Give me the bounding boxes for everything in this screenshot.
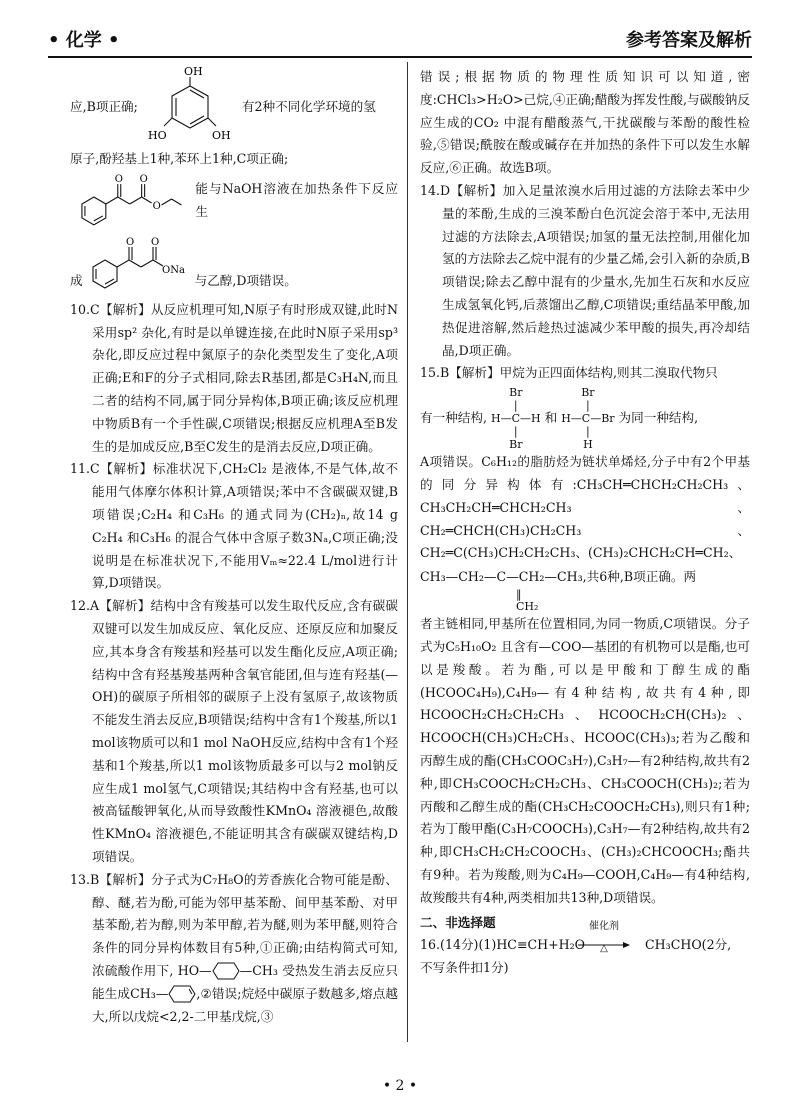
section-nonchoice: 二、非选择题 <box>420 914 496 930</box>
ho-group: HO— <box>177 962 212 978</box>
page-number: • 2 • <box>382 1078 418 1094</box>
hcbr-bond: H—C—Br <box>561 411 615 425</box>
section-title: 参考答案及解析 <box>626 30 752 51</box>
page-header <box>48 22 752 58</box>
catalyst-label: 催化剂 <box>589 921 620 933</box>
branched-hexene <box>420 565 750 613</box>
answer-15-text-d: A项错误。C₆H₁₂的脂肪烃为链状单烯烃,分子中有2个甲基的同分异构体有:CH₃CH═CHCH₂CH₂CH₃、CH₃CH₂CH═CHCH₂CH₃、CH₂═CHCH(CH₃)CH₂CH₃、CH₂═C(CH₃)CH₂CH₂CH₃、(CH₃)₂CHCH₂CH═CH₂、 <box>420 454 750 561</box>
ester-structure <box>70 172 189 230</box>
h-bottom-2: H <box>583 437 593 451</box>
answer-15-intro: 15.B【解析】甲烷为正四面体结构,则其二溴取代物只 <box>420 365 718 381</box>
ester-o1: O <box>114 173 123 185</box>
q9-ester-row <box>70 171 398 231</box>
cyclohexene-ring <box>168 985 196 1003</box>
answer-13-text-c: ,②错误;烷烃中碳原子数越多,熔点越大,所以戊烷<2,2-二甲基戊烷,③ <box>92 985 398 1024</box>
oh-left-label: HO <box>147 129 167 142</box>
q9-text-a: 应,B项正确; <box>70 98 138 114</box>
subject-label: • 化学 • <box>48 30 120 51</box>
br-top-2: Br <box>581 385 595 399</box>
br-bottom-1: Br <box>509 437 523 451</box>
q9-text-c: 原子,酚羟基上1种,苯环上1种,C项正确; <box>70 151 289 166</box>
sodium-salt-structure <box>89 233 189 293</box>
answer-15-text-f: 者主链相同,甲基所在位置相同,为同一物质,C项错误。分子式为C₅H₁₀O₂ 且含有—COO—基团的有机物可以是酯,也可以是羧酸。若为酯,可以是甲酸和丁醇生成的酯(HCOOC₄H₉),C₄H₉—有4种结构,故共有4种,即HCOOCH₂CH₂CH₂CH₃、HCOOCH₂CH(CH₃)₂、HCOOCH(CH₃)CH₂CH₃、HCOOC(CH₃)₃;若为乙酸和丙醇生成的酯(CH₃COOC₃H₇),C₃H₇—有2种结构,故共有2种,即CH₃COOCH₂CH₂CH₃、CH₃COOCH(CH₃)₂;若为丙酸和乙醇生成的酯(CH₃CH₂COOCH₂CH₃),则只有1种;若为丁酸甲酯(C₃H₇COOCH₃),C₃H₇—有2种结构,故共有2种,即CH₃CH₂CH₂COOCH₃、(CH₃)₂CHCOOCH₃;酯共有9种。若为羧酸,则为C₄H₉—COOH,C₄H₉—有4种结构,故羧酸共有4种,两类相加共13种,D项错误。 <box>420 616 750 905</box>
dibromomethane-structure-1: Br | H—C—H | Br <box>490 385 541 451</box>
ester-o3: O <box>152 200 161 212</box>
column-divider <box>407 62 408 1042</box>
answer-16-reactants: 16.(14分)(1)HC≡CH+H₂O <box>420 937 586 953</box>
oh-right-label: OH <box>211 129 231 142</box>
hch-bond: H—C—H <box>490 411 541 425</box>
left-column <box>70 66 398 1028</box>
answer-15-text-e: CH₃—CH₂—C—CH₂—CH₃,共6种,B项正确。两 <box>420 569 697 585</box>
answer-13-text-a: 13.B【解析】分子式为C₇H₈O的芳香族化合物可能是酚、醇、醚,若为酚,可能为邻甲基苯酚、间甲基苯酚、对甲基苯酚,若为醇,则为苯甲醇,若为醚,则为苯甲醚,则符合条件的同分异构体数目有5种,①正确;由结构简式可知,浓硫酸作用下, <box>70 871 398 978</box>
answer-16-product: CH₃CHO(2分, <box>645 937 732 953</box>
q9-text-b: 有2种不同化学环境的氢 <box>241 98 376 114</box>
double-bond-mark: ‖ <box>516 588 522 602</box>
and-symbol: 和 <box>544 409 558 425</box>
salt-o2: O <box>150 236 159 248</box>
salt-o1: O <box>125 236 134 248</box>
answer-14: 14.D【解析】加入足量浓溴水后用过滤的方法除去苯中少量的苯酚,生成的三溴苯酚白色沉淀会溶于苯中,无法用过滤的方法除去,A项错误;加氢的量无法控制,用催化加氢的方法除去乙烷中混有的少量乙烯,会引入新的杂质,B项错误;除去乙醇中混有的少量水,先加生石灰和水反应生成氢氧化钙,后蒸馏出乙醇,C项错误;重结晶苯甲酸,加热促进溶解,然后趁热过滤减少苯甲酸的损失,再冷却结晶,D项正确。 <box>420 182 750 358</box>
ch2-label: CH₂ <box>516 600 539 614</box>
right-column <box>420 66 750 980</box>
br-top-1: Br <box>509 385 523 399</box>
q9-phloroglucinol-row <box>70 66 398 148</box>
answer-12: 12.A【解析】结构中含有羧基可以发生取代反应,含有碳碳双键可以发生加成反应、氧化反应、还原反应和加聚反应,其本身含有羧基和羟基可以发生酯化反应,A项正确;结构中含有羟基羧基两种含氧官能团,但与连有羟基(—OH)的碳原子所相邻的碳原子上没有氢原子,故该物质不能发生消去反应,B项错误;结构中含有1个羧基,所以1 mol该物质可以和1 mol NaOH反应,结构中含有1个羟基和1个羧基,所以1 mol该物质最多可以与2 mol钠反应生成1 mol氢气,C项错误;其结构中含有羟基,也可以被高锰酸钾氧化,从而导致酸性KMnO₄ 溶液褪色,故酸性KMnO₄ 溶液褪色,不能证明其含有碳碳双键结构,D项错误。 <box>70 598 398 864</box>
dibromomethane-structure-2: Br | H—C—Br | H <box>561 385 615 451</box>
ch3-group: —CH₃ <box>239 962 278 978</box>
q9-salt-row <box>70 231 398 293</box>
heat-label: △ <box>600 943 608 955</box>
q9-text-e: 成 <box>70 273 83 288</box>
ester-o2: O <box>139 173 148 185</box>
phloroglucinol-structure <box>144 66 236 148</box>
answer-13-text-b: 受热发生消去反应只能生成CH₃— <box>92 962 398 1001</box>
answer-10: 10.C【解析】从反应机理可知,N原子有时形成双键,此时N采用sp² 杂化,有时是以单键连接,在此时N原子采用sp³ 杂化,即反应过程中氮原子的杂化类型发生了变化,A项正确;E和F的分子式相同,除去R基团,都是C₃H₄N,而且二者的结构不同,属于同分异构体,B项正确;该反应机理中物质B有一个手性碳,C项错误;根据反应机理A至B发生的是加成反应,B至C发生的是消去反应,D项正确。 <box>70 301 398 454</box>
methylcyclohexanol-formula <box>178 963 282 978</box>
dibromomethane-row <box>420 385 750 451</box>
answer-11: 11.C【解析】标准状况下,CH₂Cl₂ 是液体,不是气体,故不能用气体摩尔体积计算,A项错误;苯中不含碳碳双键,B项错误;C₂H₄ 和C₃H₆ 的通式同为(CH₂)ₙ,故14 g C₂H₄ 和C₃H₆ 的混合气体中含原子数3Nₐ,C项正确;没说明是在标准状况下,不能用Vₘ≈22.4 L/mol进行计算,D项错误。 <box>70 461 398 591</box>
q9-text-f: 与乙醇,D项错误。 <box>194 273 297 288</box>
answer-15-text-b: 有一种结构, <box>420 409 487 425</box>
methylene-branch <box>516 589 556 613</box>
oh-top-label: OH <box>183 66 203 78</box>
answer-16-note: 不写条件扣1分) <box>420 960 509 976</box>
reaction-arrow <box>589 921 641 957</box>
answer-13-continued: 错误;根据物质的物理性质知识可以知道,密度:CHCl₃>H₂O>己烷,④正确;醋酸为挥发性酸,与碳酸钠反应生成的CO₂ 中混有醋酸蒸气,干扰碳酸与苯酚的酸性检验,⑤错误;酰胺在酸或碱存在并加热的条件下可以发生水解反应,⑥正确。故选B项。 <box>420 69 750 176</box>
answer-13 <box>70 869 398 1029</box>
cyclohexane-ring-1 <box>212 962 240 980</box>
q9-text-d: 能与NaOH溶液在加热条件下反应生 <box>195 181 398 219</box>
salt-ona: ONa <box>161 264 185 276</box>
answer-15-text-c: 为同一种结构, <box>618 409 699 425</box>
